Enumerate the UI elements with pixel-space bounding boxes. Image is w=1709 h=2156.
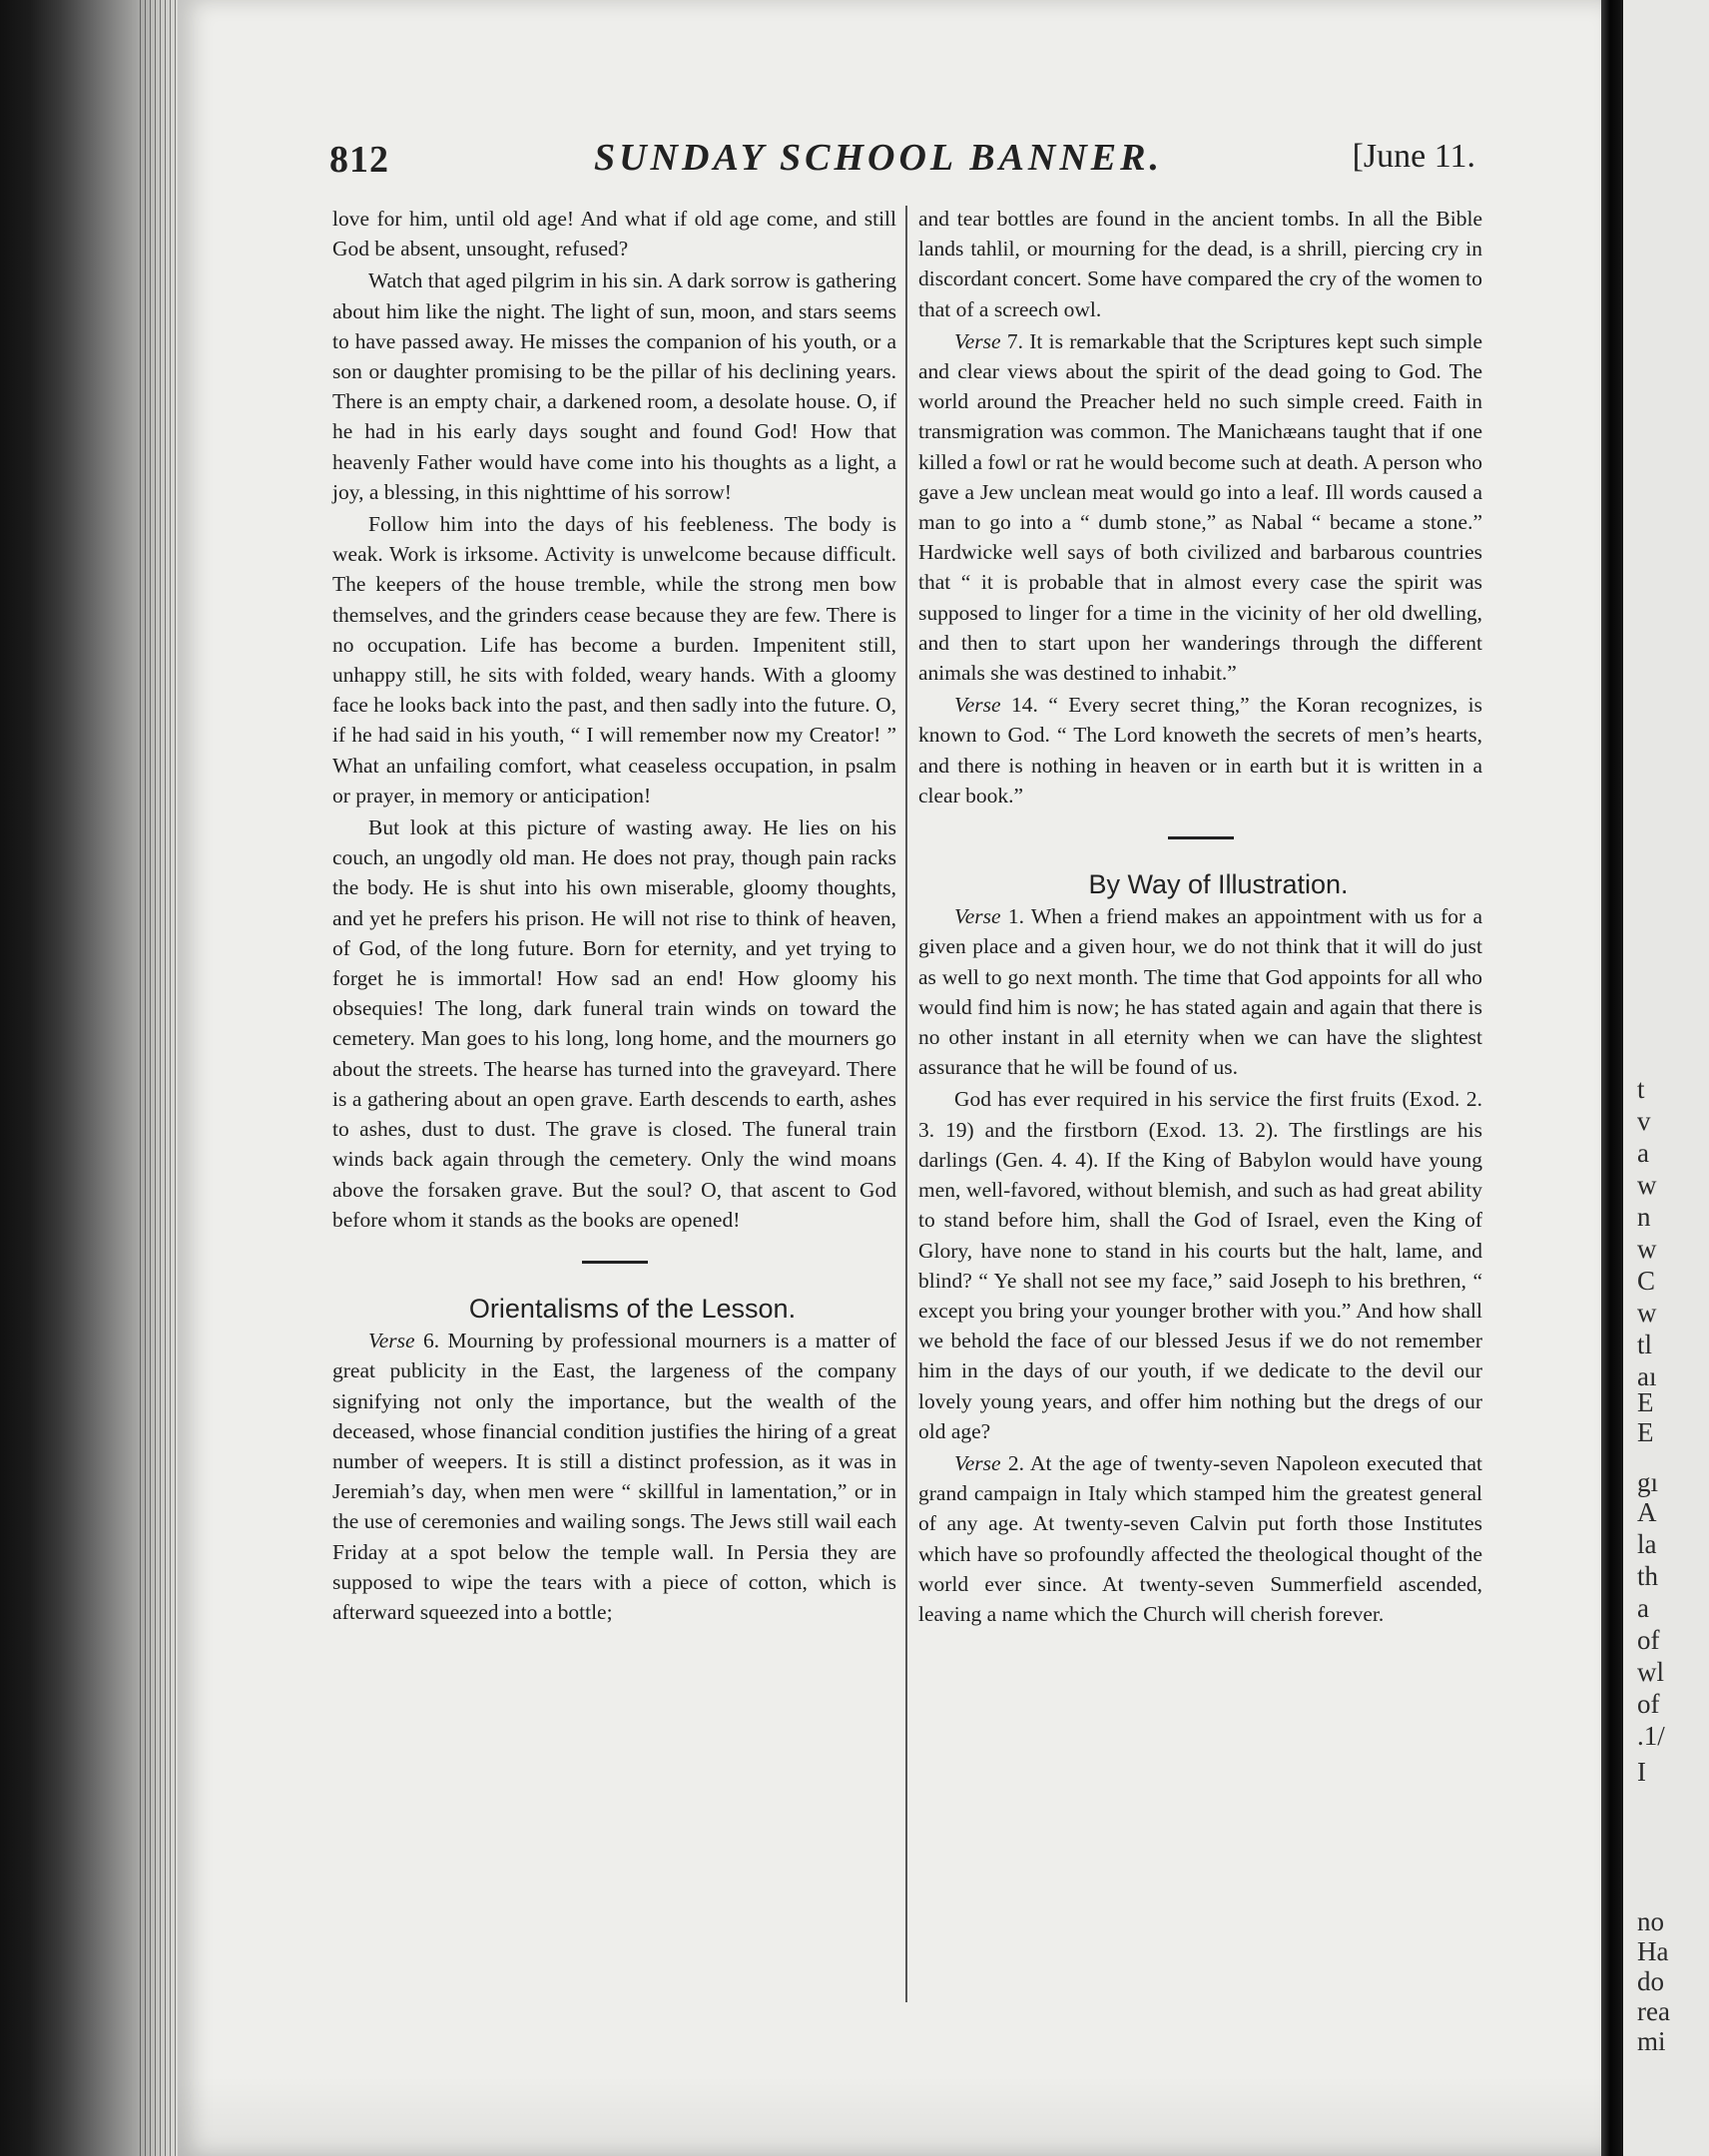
- adjacent-page-edge: [1623, 0, 1709, 2156]
- paragraph-text: 6. Mourning by professional mourners is a matter of great publicity in the East, the largeness of the company signifying not only the importance, but the wealth of the deceased, whose financial condition justifies the hiring of a great number of weepers. It is still a distinct profession, as it was in Jeremiah’s day, when men were “ skillful in lamentation,” or in the use of ceremonies and wailing songs. The Jews still wail each Friday at a spot below the temple wall. In Persia they are supposed to wipe the tears with a piece of cotton, which is afterward squeezed into a bottle;: [332, 1329, 896, 1624]
- adjacent-page-fragment: gı: [1637, 1467, 1659, 1497]
- adjacent-page-fragment: of: [1637, 1689, 1660, 1719]
- adjacent-page-fragment: of: [1637, 1625, 1660, 1655]
- paragraph: [918, 326, 1482, 688]
- page-header: [329, 132, 1475, 182]
- paragraph: love for him, until old age! And what if old age come, and still God be absent, unsought, refused?: [332, 207, 896, 262]
- scan-shadow: [178, 2076, 1601, 2156]
- adjacent-page-fragment: mi: [1637, 2026, 1666, 2056]
- paragraph: But look at this picture of wasting away. He lies on his couch, an ungodly old man. He does not pray, though pain racks the body. He is shut into his own miserable, gloomy thoughts, and yet he prefers his prison. He will not rise to think of heaven, of God, of the long future. Born for eternity, and yet trying to forget he is immortal! How sad an end! How gloomy his obsequies! The long, dark funeral train winds on toward the cemetery. Man goes to his long, long home, and the mourners go about the streets. The hearse has turned into the graveyard. There is a gathering about an open grave. Earth descends to earth, ashes to ashes, dust to dust. The grave is closed. The funeral train winds back again through the cemetery. Only the wind moans above the forsaken grave. But the soul? O, that ascent to God before whom it stands as the books are opened!: [332, 815, 896, 1232]
- paragraph: God has ever required in his service the first fruits (Exod. 2. 3. 19) and the firstborn (Exod. 13. 2). The firstlings are his darlings (Gen. 4. 4). If the King of Babylon would have young men, well-favored, without blemish, and such as had great ability to stand before him, shall the God of Israel, even the King of Glory, have none to stand in his courts but the halt, lame, and blind? “ Ye shall not see my face,” said Joseph to his brethren, “ except you bring your younger brother with you.” And how shall we behold the face of our blessed Jesus if we do not remember him in the days of our youth, if we dedicate to the devil our lovely young years, and offer him nothing but the dregs of our old age?: [918, 1087, 1482, 1443]
- adjacent-page-fragment: A: [1637, 1497, 1657, 1527]
- paragraph-text: 7. It is remarkable that the Scriptures kept such simple and clear views about the spirit of the dead going to God. The world around the Preacher held no such simple creed. Faith in transmigration was common. The Manichæans taught that if one killed a fowl or rat he would become such at death. A person who gave a Jew unclean meat would go into a leaf. Ill words caused a man to go into a “ dumb stone,” as Nabal “ became a stone.” Hardwicke well says of both civilized and barbarous countries that “ it is probable that in almost every case the spirit was supposed to linger for a time in the vicinity of her old dwelling, and then to start upon her wanderings through the different animals she was destined to inhabit.”: [918, 328, 1483, 686]
- adjacent-page-fragment: w: [1637, 1170, 1657, 1200]
- right-column: [918, 204, 1482, 1631]
- adjacent-page-fragment: do: [1637, 1966, 1664, 1996]
- publication-title: SUNDAY SCHOOL BANNER.: [593, 137, 1163, 179]
- adjacent-page-fragment: no: [1637, 1906, 1664, 1936]
- section-divider: [582, 1261, 648, 1264]
- adjacent-page-fragment: la: [1637, 1529, 1657, 1559]
- verse-label: Verse: [954, 693, 1001, 718]
- verse-label: Verse: [368, 1329, 415, 1353]
- adjacent-page-fragment: wl: [1637, 1657, 1664, 1687]
- adjacent-page-fragment: th: [1637, 1561, 1659, 1591]
- adjacent-page-fragment: w: [1637, 1298, 1657, 1328]
- adjacent-page-fragment: a: [1637, 1138, 1649, 1168]
- paragraph: [918, 1448, 1482, 1629]
- adjacent-page-fragment: t: [1637, 1074, 1645, 1104]
- section-heading: By Way of Illustration.: [1088, 869, 1349, 900]
- adjacent-page-fragment: a: [1637, 1593, 1649, 1623]
- adjacent-page-fragment: n: [1637, 1202, 1651, 1232]
- adjacent-page-fragment: tl: [1637, 1330, 1653, 1359]
- paragraph-text: 2. At the age of twenty-seven Napoleon executed that grand campaign in Italy which stamped him the greatest general of any age. At twenty-seven Calvin put forth those Institutes which have so profoundly affected the theological thought of the world ever since. At twenty-seven Summerfield ascended, leaving a name which the Church will cherish forever.: [918, 1450, 1482, 1626]
- adjacent-page-fragment: E: [1637, 1417, 1654, 1447]
- paragraph: [918, 901, 1482, 1082]
- column-divider: [905, 206, 907, 2002]
- paragraph: [918, 690, 1482, 810]
- adjacent-page-fragment: C: [1637, 1266, 1656, 1296]
- verse-label: Verse: [954, 904, 1001, 929]
- paragraph-text: 14. “ Every secret thing,” the Koran recognizes, is known to God. “ The Lord knoweth the secrets of men’s hearts, and there is nothing in heaven or in earth but it is written in a clear book.”: [918, 693, 1482, 808]
- adjacent-page-fragment: v: [1637, 1106, 1651, 1136]
- page-number: 812: [329, 139, 389, 181]
- paragraph: [332, 1326, 896, 1627]
- section-heading: Orientalisms of the Lesson.: [468, 1293, 797, 1324]
- paragraph: Watch that aged pilgrim in his sin. A dark sorrow is gathering about him like the night. The light of sun, moon, and stars seems to have passed away. He misses the companion of his youth, or a son or daughter promising to be the pillar of his declining years. There is an empty chair, a darkened room, a desolate house. O, if he had in his early days sought and found God! How that heavenly Father would have come into his thoughts as a light, a joy, a blessing, in this nighttime of his sorrow!: [332, 269, 896, 504]
- section-divider: [1168, 836, 1234, 839]
- paragraph-text: 1. When a friend makes an appointment with us for a given place and a given hour, we do not think that it will do just as well to go next month. The time that God appoints for all who would find him is now; he has stated again and again that there is no other instant in all eternity when we can have the slightest assurance that he will be found of us.: [918, 904, 1483, 1080]
- left-column: [332, 204, 896, 1629]
- adjacent-page-fragment: aı: [1637, 1361, 1657, 1391]
- verse-label: Verse: [954, 328, 1001, 353]
- adjacent-page-fragment: Ha: [1637, 1936, 1669, 1966]
- adjacent-page-fragment: I: [1637, 1757, 1646, 1787]
- verse-label: Verse: [954, 1450, 1001, 1475]
- adjacent-page-fragment: .1/: [1637, 1721, 1665, 1751]
- paragraph: Follow him into the days of his feebleness. The body is weak. Work is irksome. Activity is unwelcome because difficult. The keepers of the house tremble, while the strong men bow themselves, and the grinders cease because they are few. There is no occupation. Life has become a burden. Impenitent still, unhappy still, he sits with folded, weary hands. With a gloomy face he looks back into the past, and then sadly into the future. O, if he had said in his youth, “ I will remember now my Creator! ” What an unfailing comfort, what ceaseless occupation, in psalm or prayer, in memory or anticipation!: [332, 512, 896, 808]
- paragraph: and tear bottles are found in the ancient tombs. In all the Bible lands tahlil, or mourning for the dead, is a shrill, piercing cry in discordant concert. Some have compared the cry of the women to that of a screech owl.: [918, 207, 1482, 321]
- book-gutter: [1601, 0, 1623, 2156]
- issue-date: [June 11.: [1352, 138, 1475, 175]
- adjacent-page-fragment: w: [1637, 1234, 1657, 1264]
- adjacent-page-fragment: E: [1637, 1387, 1654, 1417]
- adjacent-page-fragment: rea: [1637, 1996, 1670, 2026]
